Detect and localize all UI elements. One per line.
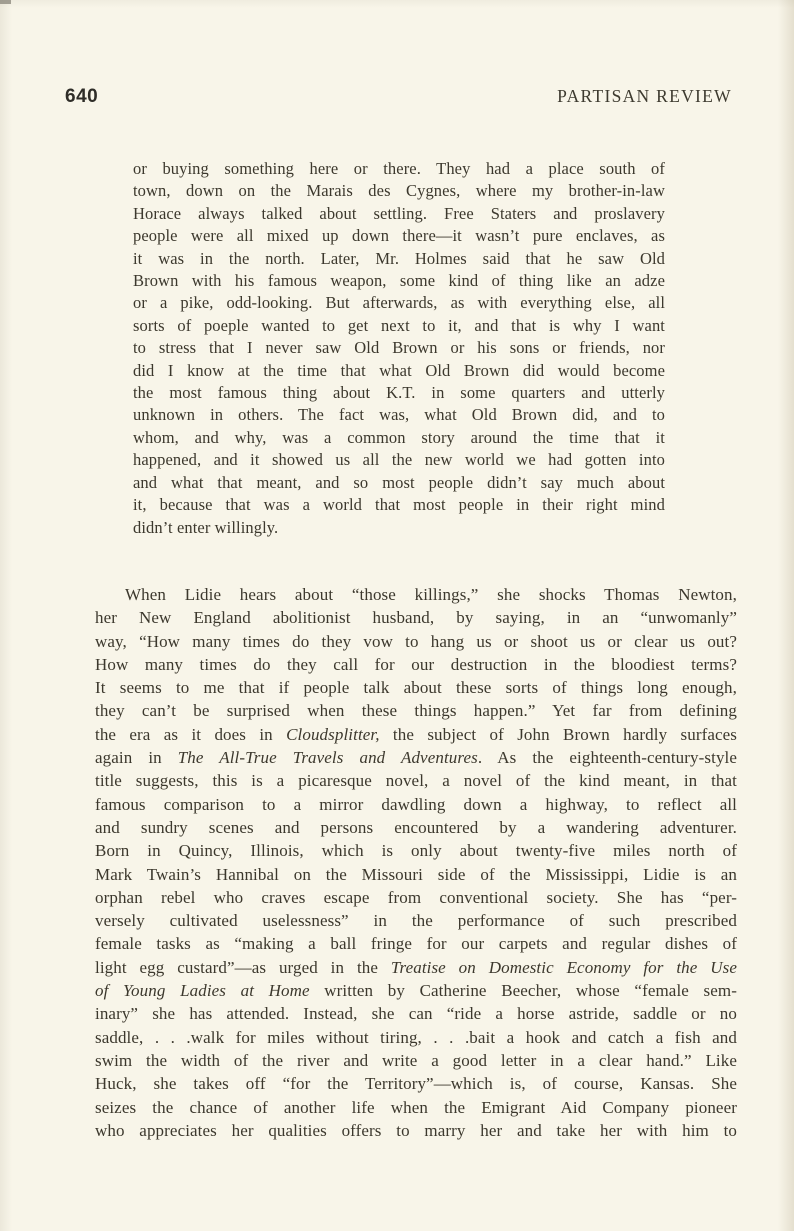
text-line: or a pike, odd-looking. But afterwards, as with everything else, all [133,293,665,313]
text-line: famous comparison to a mirror dawdling down a highway, to reflect all [95,794,737,814]
block-quote [133,158,665,539]
text-line: sorts of poeple wanted to get next to it, and that is why I want [133,315,665,335]
text-line: orphan rebel who craves escape from conventional society. She has “per- [95,887,737,907]
text-line: people were all mixed up down there—it wasn’t pure enclaves, as [133,226,665,246]
text-line: they can’t be surprised when these things happen.” Yet far from defining [95,701,737,721]
text-line: swim the width of the river and write a good letter in a clear hand.” Like [95,1050,737,1070]
text-line: Born in Quincy, Illinois, which is only about twenty-five miles north of [95,841,737,861]
text-line: unknown in others. The fact was, what Old Brown did, and to [133,405,665,425]
text-line: and sundry scenes and persons encountered by a wandering adventurer. [95,817,737,837]
text-line: happened, and it showed us all the new world we had gotten into [133,450,665,470]
text-line: the era as it does in Cloudsplitter, the subject of John Brown hardly surfaces [95,724,737,744]
text-line: town, down on the Marais des Cygnes, where my brother-in-law [133,181,665,201]
text-line: to stress that I never saw Old Brown or his sons or friends, nor [133,338,665,358]
italic-book-title: of Young Ladies at Home [95,981,310,1001]
text-line: It seems to me that if people talk about these sorts of things long enough, [95,678,737,698]
page-number: 640 [65,86,99,107]
text-line: or buying something here or there. They had a place south of [133,159,665,178]
italic-book-title: The All-True Travels and Adventures [177,748,478,768]
text-line: and what that meant, and so most people didn’t say much about [133,472,665,492]
text-line: it was in the north. Later, Mr. Holmes said that he saw Old [133,248,665,268]
text-line: way, “How many times do they vow to hang us or shoot us or clear us out? [95,631,737,651]
text-line: inary” she has attended. Instead, she can “ride a horse astride, saddle or no [95,1004,737,1024]
text-line: versely cultivated uselessness” in the performance of such prescribed [95,911,737,931]
text-line: again in The All-True Travels and Adventures. As the eighteenth-century-style [95,748,738,768]
main-paragraph [95,583,737,1142]
scan-artifact [0,0,11,4]
text-line: Mark Twain’s Hannibal on the Missouri side of the Mississippi, Lidie is an [95,864,737,884]
text-line: How many times do they call for our destruction in the bloodiest terms? [95,654,737,674]
text-line: saddle, . . .walk for miles without tiring, . . .bait a hook and catch a fish and [95,1027,737,1047]
text-line: her New England abolitionist husband, by saying, in an “unwomanly” [95,608,737,628]
journal-title: PARTISAN REVIEW [557,86,732,106]
text-line: whom, and why, was a common story around the time that it [133,427,665,447]
text-line: Brown with his famous weapon, some kind of thing like an adze [133,271,665,291]
text-line: did I know at the time that what Old Brown did would become [133,360,665,380]
text-line: who appreciates her qualities offers to marry her and take her with him to [95,1120,737,1140]
italic-book-title: Treatise on Domestic Economy for the Use [390,957,737,977]
text-line: the most famous thing about K.T. in some quarters and utterly [133,383,665,403]
text-line: seizes the chance of another life when the Emigrant Aid Company pioneer [95,1097,737,1117]
text-line: title suggests, this is a picaresque novel, a novel of the kind meant, in that [95,771,737,791]
text-line: Huck, she takes off “for the Territory”—which is, of course, Kansas. She [95,1074,737,1094]
italic-book-title: Cloudsplitter, [286,724,380,744]
page-header [65,86,732,108]
text-line: it, because that was a world that most people in their right mind [133,495,665,515]
text-line: When Lidie hears about “those killings,” she shocks Thomas Newton, [125,585,737,604]
text-line: Horace always talked about settling. Free Staters and proslavery [133,203,665,223]
text-line: light egg custard”—as urged in the Treatise on Domestic Economy for the Use [95,957,737,977]
text-line: female tasks as “making a ball fringe for our carpets and regular dishes of [95,934,737,954]
text-line: of Young Ladies at Home written by Catherine Beecher, whose “female sem- [95,981,737,1001]
text-line: didn’t enter willingly. [133,517,279,537]
